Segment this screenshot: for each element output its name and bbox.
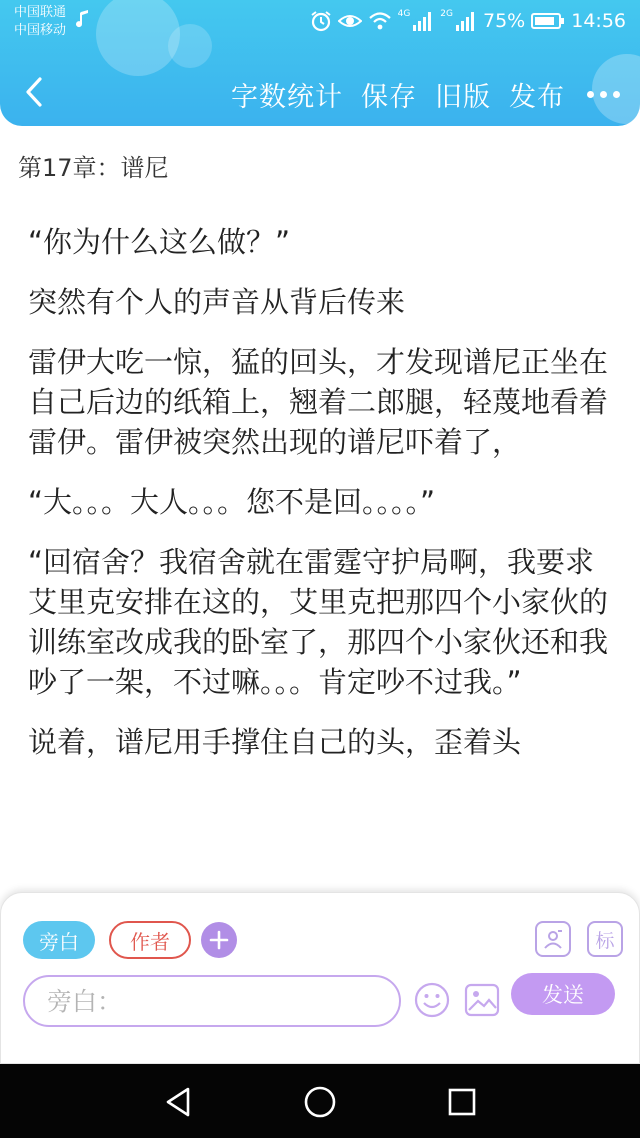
- wifi-icon: [368, 11, 392, 31]
- signal-icon-1: [412, 11, 434, 31]
- composer-panel: [0, 892, 640, 1064]
- publish-button[interactable]: 发布: [509, 81, 565, 113]
- system-recent-apps-button[interactable]: [442, 1082, 482, 1122]
- more-icon[interactable]: [587, 91, 620, 98]
- square-recents-icon: [447, 1087, 477, 1117]
- add-role-button[interactable]: [201, 922, 237, 958]
- signal-icon-2: [455, 11, 477, 31]
- nav-actions: [213, 72, 620, 116]
- eye-icon: [338, 11, 362, 31]
- triangle-back-icon: [163, 1086, 193, 1118]
- chevron-left-icon: [24, 76, 44, 108]
- paragraph: 说着，谱尼用手撑住自己的头，歪着头: [28, 725, 522, 759]
- person-card-icon: [542, 928, 564, 950]
- paragraph: 雷伊大吃一惊，猛的回头，才发现谱尼正坐在自己后边的纸箱上，翘着二郎腿，轻蔑地看着雷伊。雷伊被突然出现的谱尼吓着了，: [28, 345, 609, 459]
- word-count-button[interactable]: 字数统计: [231, 81, 343, 113]
- decor-bubble: [168, 24, 212, 68]
- alarm-icon: [310, 10, 332, 32]
- save-button[interactable]: 保存: [361, 81, 417, 113]
- battery-icon: [531, 12, 565, 30]
- system-back-button[interactable]: [158, 1082, 198, 1122]
- battery-percent: 75%: [483, 10, 526, 32]
- paragraph: 突然有个人的声音从背后传来: [28, 285, 406, 319]
- top-bar: [0, 0, 640, 126]
- carrier-1: 中国联通: [14, 5, 67, 20]
- music-note-icon: [76, 10, 90, 28]
- paragraph: “大。。。大人。。。您不是回。。。。”: [28, 485, 436, 519]
- image-button[interactable]: [463, 981, 501, 1019]
- message-input[interactable]: [23, 975, 401, 1027]
- plus-icon: [209, 930, 229, 950]
- send-button[interactable]: 发送: [511, 973, 615, 1015]
- clock: 14:56: [571, 10, 626, 32]
- tag-button[interactable]: 标: [587, 921, 623, 957]
- paragraph: “你为什么这么做？”: [28, 225, 291, 259]
- smiley-icon: [414, 982, 450, 1018]
- character-profile-button[interactable]: [535, 921, 571, 957]
- role-narrator-button[interactable]: 旁白: [23, 921, 95, 959]
- back-button[interactable]: [18, 72, 50, 112]
- status-icons: [310, 8, 626, 34]
- image-icon: [464, 983, 500, 1017]
- carrier-2: 中国移动: [14, 23, 67, 38]
- carrier-info: [14, 4, 66, 40]
- chapter-title[interactable]: 第17章：谱尼: [18, 154, 169, 182]
- system-nav-bar: [0, 1064, 640, 1138]
- old-version-button[interactable]: 旧版: [435, 81, 491, 113]
- role-author-button[interactable]: 作者: [109, 921, 191, 959]
- network-type-2: 2G: [440, 9, 453, 19]
- emoji-button[interactable]: [413, 981, 451, 1019]
- paragraph: “回宿舍？我宿舍就在雷霆守护局啊，我要求艾里克安排在这的，艾里克把那四个小家伙的训练室改成我的卧室了，那四个小家伙还和我吵了一架，不过嘛。。。肯定吵不过我。”: [28, 545, 609, 699]
- system-home-button[interactable]: [300, 1082, 340, 1122]
- network-type-1: 4G: [397, 9, 411, 19]
- chapter-content[interactable]: [28, 222, 608, 782]
- circle-home-icon: [303, 1085, 337, 1119]
- decor-bubble: [96, 0, 180, 76]
